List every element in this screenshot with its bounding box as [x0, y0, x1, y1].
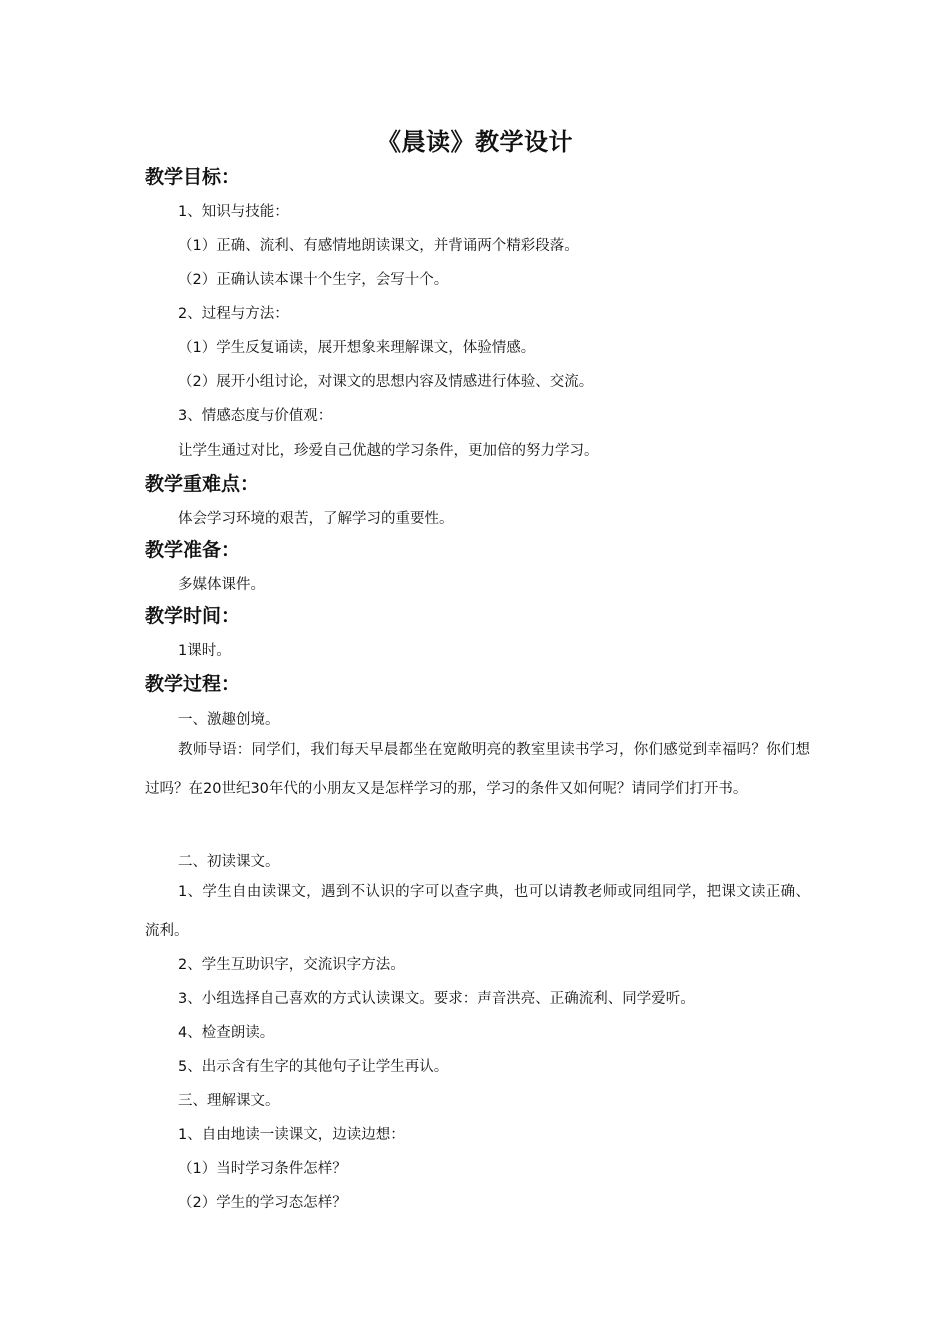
process-line: （1）当时学习条件怎样？	[178, 1161, 347, 1177]
objective-line: （2）正确认读本课十个生字，会写十个。	[178, 272, 449, 288]
objective-line: （1）正确、流利、有感情地朗读课文，并背诵两个精彩段落。	[178, 238, 579, 254]
time-text: 1课时。	[178, 643, 231, 659]
preparation-text: 多媒体课件。	[178, 577, 265, 593]
objective-line: 1、知识与技能：	[178, 204, 289, 220]
process-line: 1、自由地读一读课文，边读边想：	[178, 1127, 405, 1143]
process-line: 4、检查朗读。	[178, 1025, 275, 1041]
process-heading: 教学过程：	[145, 673, 241, 695]
preparation-heading: 教学准备：	[145, 539, 241, 561]
process-section-title: 二、初读课文。	[178, 854, 280, 870]
process-paragraph: 教师导语：同学们，我们每天早晨都坐在宽敞明亮的教室里读书学习，你们感觉到幸福吗？你们想过吗？在20世纪30年代的小朋友又是怎样学习的那，学习的条件又如何呢？请同学们打开书。	[145, 742, 810, 797]
process-line: 5、出示含有生字的其他句子让学生再认。	[178, 1059, 449, 1075]
process-line: （2）学生的学习态怎样？	[178, 1195, 347, 1211]
process-line: 2、学生互助识字，交流识字方法。	[178, 957, 405, 973]
objective-line: 2、过程与方法：	[178, 306, 289, 322]
key-points-heading: 教学重难点：	[145, 473, 260, 495]
objective-line: （2）展开小组讨论，对课文的思想内容及情感进行体验、交流。	[178, 374, 594, 390]
key-points-text: 体会学习环境的艰苦，了解学习的重要性。	[178, 511, 454, 527]
time-heading: 教学时间：	[145, 605, 241, 627]
objectives-heading: 教学目标：	[145, 166, 241, 188]
process-section-title: 三、理解课文。	[178, 1093, 280, 1109]
objective-line: 3、情感态度与价值观：	[178, 408, 333, 424]
process-section-title: 一、激趣创境。	[178, 712, 280, 728]
document-title: 《晨读》教学设计	[377, 128, 573, 156]
process-line: 3、小组选择自己喜欢的方式认读课文。要求：声音洪亮、正确流利、同学爱听。	[178, 991, 695, 1007]
process-paragraph: 1、学生自由读课文，遇到不认识的字可以查字典，也可以请教老师或同组同学，把课文读正确、流利。	[145, 884, 810, 939]
objective-line: 让学生通过对比，珍爱自己优越的学习条件，更加倍的努力学习。	[178, 443, 599, 459]
objective-line: （1）学生反复诵读，展开想象来理解课文，体验情感。	[178, 340, 536, 356]
